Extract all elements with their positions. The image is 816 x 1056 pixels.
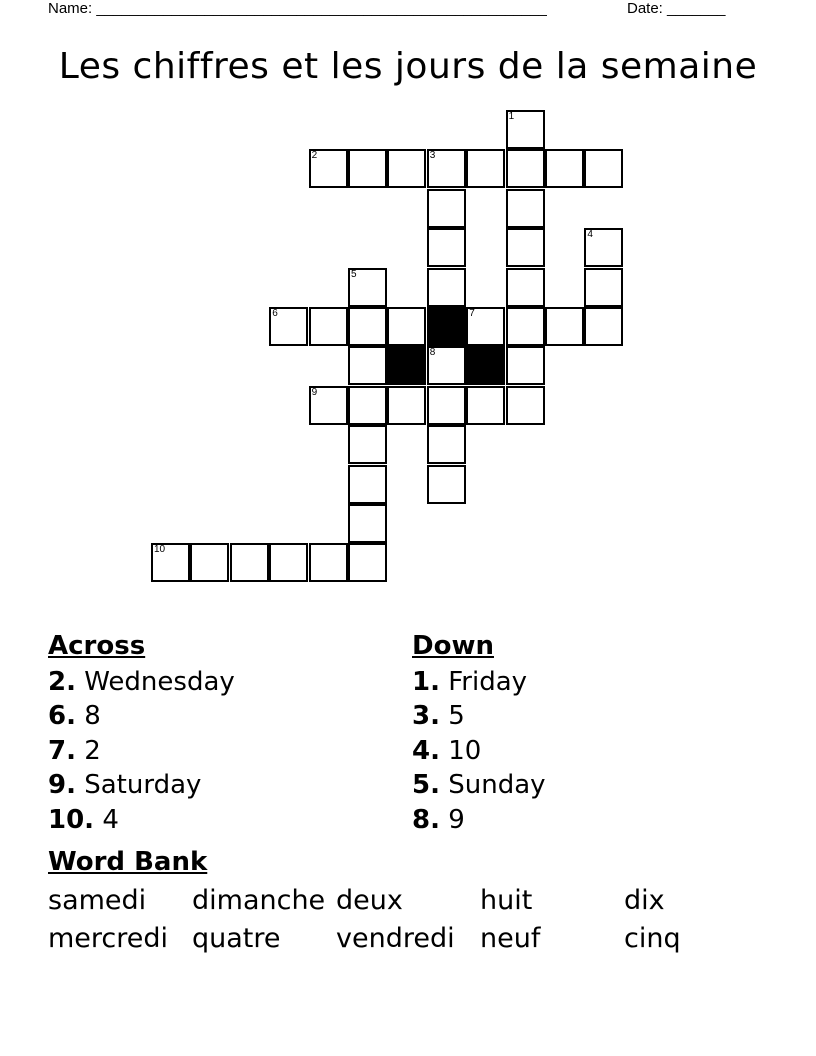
clue-number: 3 (429, 150, 436, 162)
clue-number: 10 (154, 544, 166, 556)
crossword-cell[interactable] (427, 149, 466, 188)
across-clue (48, 699, 235, 733)
word-bank-word: vendredi (336, 923, 455, 954)
crossword-cell[interactable] (348, 386, 387, 425)
crossword-cell[interactable] (348, 543, 387, 582)
name-field-label[interactable]: Name: ______________________________________________________ (48, 0, 547, 17)
across-clue (48, 665, 235, 699)
crossword-cell[interactable] (151, 543, 190, 582)
date-field-label[interactable]: Date: _______ (627, 0, 726, 17)
crossword-cell[interactable] (584, 268, 623, 307)
crossword-cell[interactable] (348, 465, 387, 504)
crossword-cell[interactable] (427, 268, 466, 307)
crossword-cell[interactable] (466, 386, 505, 425)
crossword-cell[interactable] (506, 386, 545, 425)
crossword-cell[interactable] (348, 149, 387, 188)
clue-number: 5 (351, 268, 357, 280)
crossword-cell[interactable] (506, 307, 545, 346)
black-square (427, 307, 466, 346)
crossword-cell[interactable] (466, 149, 505, 188)
crossword-cell[interactable] (584, 228, 623, 267)
clue-number: 4 (587, 229, 593, 241)
crossword-cell[interactable] (545, 149, 584, 188)
crossword-cell[interactable] (545, 307, 584, 346)
crossword-cell[interactable] (427, 346, 466, 385)
word-bank-word: huit (480, 885, 533, 916)
clue-number: 9 (311, 386, 318, 398)
down-clue-list (412, 665, 546, 837)
crossword-cell[interactable] (506, 346, 545, 385)
word-bank-word: cinq (624, 923, 681, 954)
crossword-cell[interactable] (387, 307, 426, 346)
word-bank-heading: Word Bank (48, 847, 208, 877)
across-clue (48, 768, 235, 802)
clue-text: 8 (84, 701, 101, 732)
clue-number: 1. (412, 667, 440, 697)
crossword-cell[interactable] (309, 149, 348, 188)
crossword-cell[interactable] (427, 465, 466, 504)
crossword-cell[interactable] (584, 149, 623, 188)
crossword-cell[interactable] (230, 543, 269, 582)
clue-number: 9. (48, 770, 76, 801)
clue-text: Sunday (448, 770, 546, 801)
crossword-cell[interactable] (348, 346, 387, 385)
clue-number: 3. (412, 701, 440, 732)
crossword-cell[interactable] (427, 425, 466, 464)
crossword-cell[interactable] (348, 425, 387, 464)
word-bank-word: mercredi (48, 923, 169, 954)
word-bank-word: dimanche (192, 885, 326, 916)
down-clue (412, 768, 546, 802)
crossword-cell[interactable] (269, 543, 308, 582)
down-clue (412, 665, 546, 699)
crossword-cell[interactable] (506, 189, 545, 228)
down-clue (412, 734, 546, 768)
crossword-cell[interactable] (348, 504, 387, 543)
clue-number: 7 (469, 308, 475, 319)
crossword-cell[interactable] (348, 307, 387, 346)
clue-number: 10. (48, 804, 95, 835)
clue-number: 6 (272, 308, 278, 319)
crossword-cell[interactable] (427, 386, 466, 425)
crossword-cell[interactable] (466, 307, 505, 346)
clue-number: 2. (48, 667, 76, 697)
word-bank-word: neuf (480, 923, 541, 954)
word-bank-word: dix (624, 885, 665, 916)
crossword-cell[interactable] (506, 228, 545, 267)
crossword-cell[interactable] (309, 307, 348, 346)
across-clue-list (48, 665, 235, 837)
crossword-cell[interactable] (309, 543, 348, 582)
crossword-cell[interactable] (387, 386, 426, 425)
clue-number: 8. (412, 804, 440, 835)
crossword-cell[interactable] (269, 307, 308, 346)
crossword-cell[interactable] (190, 543, 229, 582)
word-bank-word: samedi (48, 885, 147, 916)
black-square (387, 346, 426, 385)
crossword-cell[interactable] (309, 386, 348, 425)
crossword-cell[interactable] (387, 149, 426, 188)
word-bank-word: deux (336, 885, 403, 916)
clue-number: 5. (412, 770, 440, 801)
clue-text: Friday (448, 667, 528, 697)
clue-number: 1 (508, 111, 515, 122)
clue-text: 10 (448, 735, 482, 766)
clue-text: 5 (448, 701, 465, 732)
clue-number: 8 (429, 347, 436, 359)
clue-number: 4. (412, 735, 440, 766)
black-square (466, 346, 505, 385)
crossword-cell[interactable] (427, 228, 466, 267)
clue-text: Saturday (84, 770, 202, 801)
clue-text: 2 (84, 735, 101, 766)
word-bank-word: quatre (192, 923, 281, 954)
clue-text: Wednesday (84, 667, 235, 697)
down-clue (412, 699, 546, 733)
across-clue (48, 734, 235, 768)
crossword-cell[interactable] (506, 268, 545, 307)
crossword-cell[interactable] (584, 307, 623, 346)
down-clue (412, 803, 546, 837)
clue-text: 9 (448, 804, 465, 835)
crossword-cell[interactable] (506, 110, 545, 149)
clue-number: 2 (311, 150, 318, 162)
clue-number: 6. (48, 701, 76, 732)
crossword-cell[interactable] (506, 149, 545, 188)
page-title: Les chiffres et les jours de la semaine (58, 46, 758, 87)
clue-text: 4 (102, 804, 119, 835)
crossword-cell[interactable] (348, 268, 387, 307)
clue-number: 7. (48, 735, 76, 766)
across-heading: Across (48, 631, 146, 661)
down-heading: Down (412, 631, 494, 661)
crossword-cell[interactable] (427, 189, 466, 228)
across-clue (48, 803, 235, 837)
